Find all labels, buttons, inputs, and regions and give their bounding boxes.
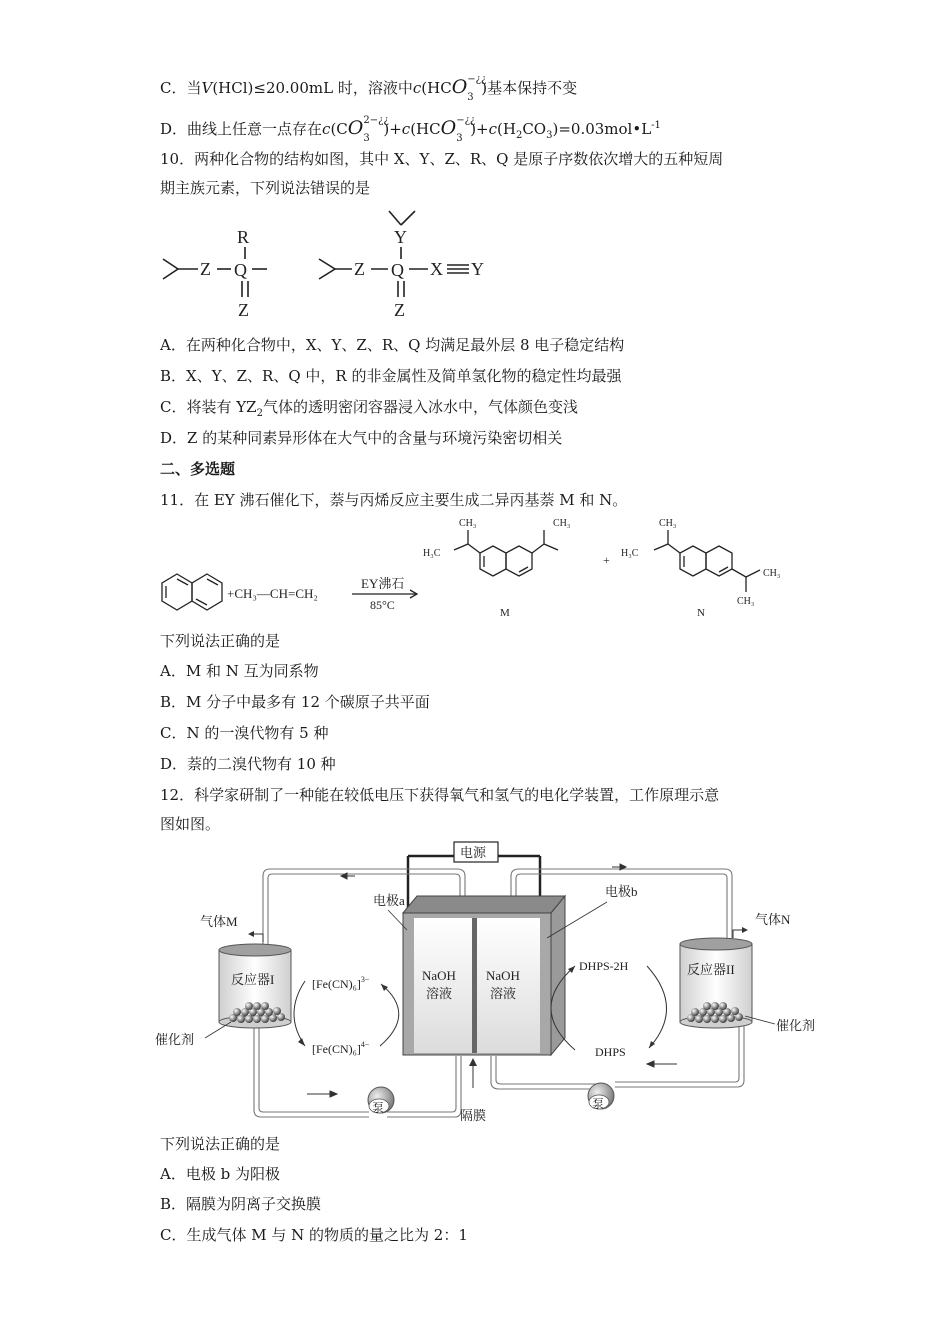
svg-text:泵: 泵 (372, 1101, 385, 1115)
label-m: M (500, 607, 510, 619)
atom-z-3: Z (354, 259, 365, 279)
temperature-text: 85°C (370, 598, 395, 612)
catalyst-text: EY沸石 (361, 576, 405, 591)
svg-text:CH₃: CH₃ (553, 518, 571, 529)
q12-option-a: A．电极 b 为阳极 (160, 1165, 280, 1183)
ferricyanide-label: $[Fe(CN)_6]^{3-}$ (312, 975, 370, 991)
q10-stem-line2: 期主族元素，下列说法错误的是 (160, 179, 371, 197)
svg-text:H₃C: H₃C (423, 548, 441, 559)
q10-option-c: C．将装有 $YZ_2$气体的透明密闭容器浸入冰水中，气体颜色变浅 (160, 398, 578, 419)
q11-reaction-figure (155, 512, 805, 627)
q10-structures-figure (155, 205, 495, 325)
membrane-label: 隔膜 (460, 1108, 487, 1123)
propene-text: +CH₃—CH=CH₂ (227, 586, 318, 601)
q9-option-c: C．当V(HCl)≤20.00mL 时，溶液中c(HCO −¿¿ 3 )基本保持不变 (160, 74, 578, 103)
svg-text:CH₃: CH₃ (763, 568, 781, 579)
dhps-2h-label: DHPS-2H (579, 959, 629, 973)
atom-z-4: Z (394, 300, 405, 320)
pump-2 (588, 1083, 614, 1111)
q11-stem: 11．在 EY 沸石催化下，萘与丙烯反应主要生成二异丙基萘 M 和 N。 (160, 491, 628, 509)
q10-option-d: D．Z 的某种同素异形体在大气中的含量与环境污染密切相关 (160, 429, 563, 447)
svg-text:NaOH: NaOH (422, 968, 456, 983)
gas-m-label: 气体M (200, 914, 238, 929)
q12-stem-line1: 12．科学家研制了一种能在较低电压下获得氧气和氢气的电化学装置，工作原理示意 (160, 786, 720, 804)
svg-text:H₃C: H₃C (621, 548, 639, 559)
section-heading: 二、多选题 (160, 460, 236, 478)
label-n: N (697, 607, 705, 619)
q10-option-a: A．在两种化合物中，X、Y、Z、R、Q 均满足最外层 8 电子稳定结构 (160, 336, 625, 354)
atom-q-2: Q (391, 260, 404, 280)
q12-option-c: C．生成气体 M 与 N 的物质的量之比为 2：1 (160, 1226, 468, 1244)
svg-text:泵: 泵 (592, 1097, 605, 1111)
svg-text:+: + (603, 553, 610, 567)
reactor-2-label: 反应器II (687, 962, 735, 977)
svg-text:CH₃: CH₃ (659, 518, 677, 529)
gas-n-label: 气体N (755, 912, 791, 927)
reactor-1-label: 反应器I (231, 972, 275, 987)
electrode-b-label: 电极b (605, 884, 638, 899)
ferrocyanide-label: $[Fe(CN)_6]^{4-}$ (312, 1040, 370, 1056)
atom-x-1: X (430, 259, 443, 279)
q11-option-d: D．萘的二溴代物有 10 种 (160, 755, 336, 773)
power-source-label: 电源 (460, 845, 487, 860)
svg-text:CH₃: CH₃ (459, 518, 477, 529)
q9-option-d: D．曲线上任意一点存在c(CO 2−¿¿ 3 )+c(HCO −¿¿ 3 )$+c(H_2CO_3)=0.03mol•L^{-1}$ (160, 115, 661, 144)
q12-prompt: 下列说法正确的是 (160, 1135, 281, 1153)
catalyst-label-2: 催化剂 (776, 1018, 816, 1033)
atom-z-2: Z (238, 300, 249, 320)
atom-z-1: Z (200, 259, 211, 279)
electrode-a-label: 电极a (373, 893, 405, 908)
atom-q-1: Q (234, 260, 247, 280)
atom-r-1: R (237, 227, 250, 247)
q11-option-a: A．M 和 N 互为同系物 (160, 662, 319, 680)
q12-option-b: B．隔膜为阴离子交换膜 (160, 1195, 322, 1213)
dhps-label: DHPS (595, 1045, 626, 1059)
q10-stem-line1: 10．两种化合物的结构如图，其中 X、Y、Z、R、Q 是原子序数依次增大的五种短周 (160, 150, 724, 168)
svg-text:NaOH: NaOH (486, 968, 520, 983)
q11-option-b: B．M 分子中最多有 12 个碳原子共平面 (160, 693, 430, 711)
q12-electrochem-diagram (155, 838, 835, 1128)
svg-text:溶液: 溶液 (490, 986, 517, 1001)
catalyst-label-1: 催化剂 (155, 1032, 195, 1047)
membrane-bar (472, 918, 477, 1053)
svg-text:CH₃: CH₃ (737, 596, 755, 607)
q11-option-c: C．N 的一溴代物有 5 种 (160, 724, 329, 742)
atom-y-2: Y (471, 259, 484, 279)
q10-option-b: B．X、Y、Z、R、Q 中，R 的非金属性及简单氢化物的稳定性均最强 (160, 367, 622, 385)
q11-prompt: 下列说法正确的是 (160, 632, 281, 650)
atom-y-1: Y (394, 227, 407, 247)
q12-stem-line2: 图如图。 (160, 815, 221, 833)
pump-1 (368, 1087, 394, 1115)
svg-text:溶液: 溶液 (426, 986, 453, 1001)
